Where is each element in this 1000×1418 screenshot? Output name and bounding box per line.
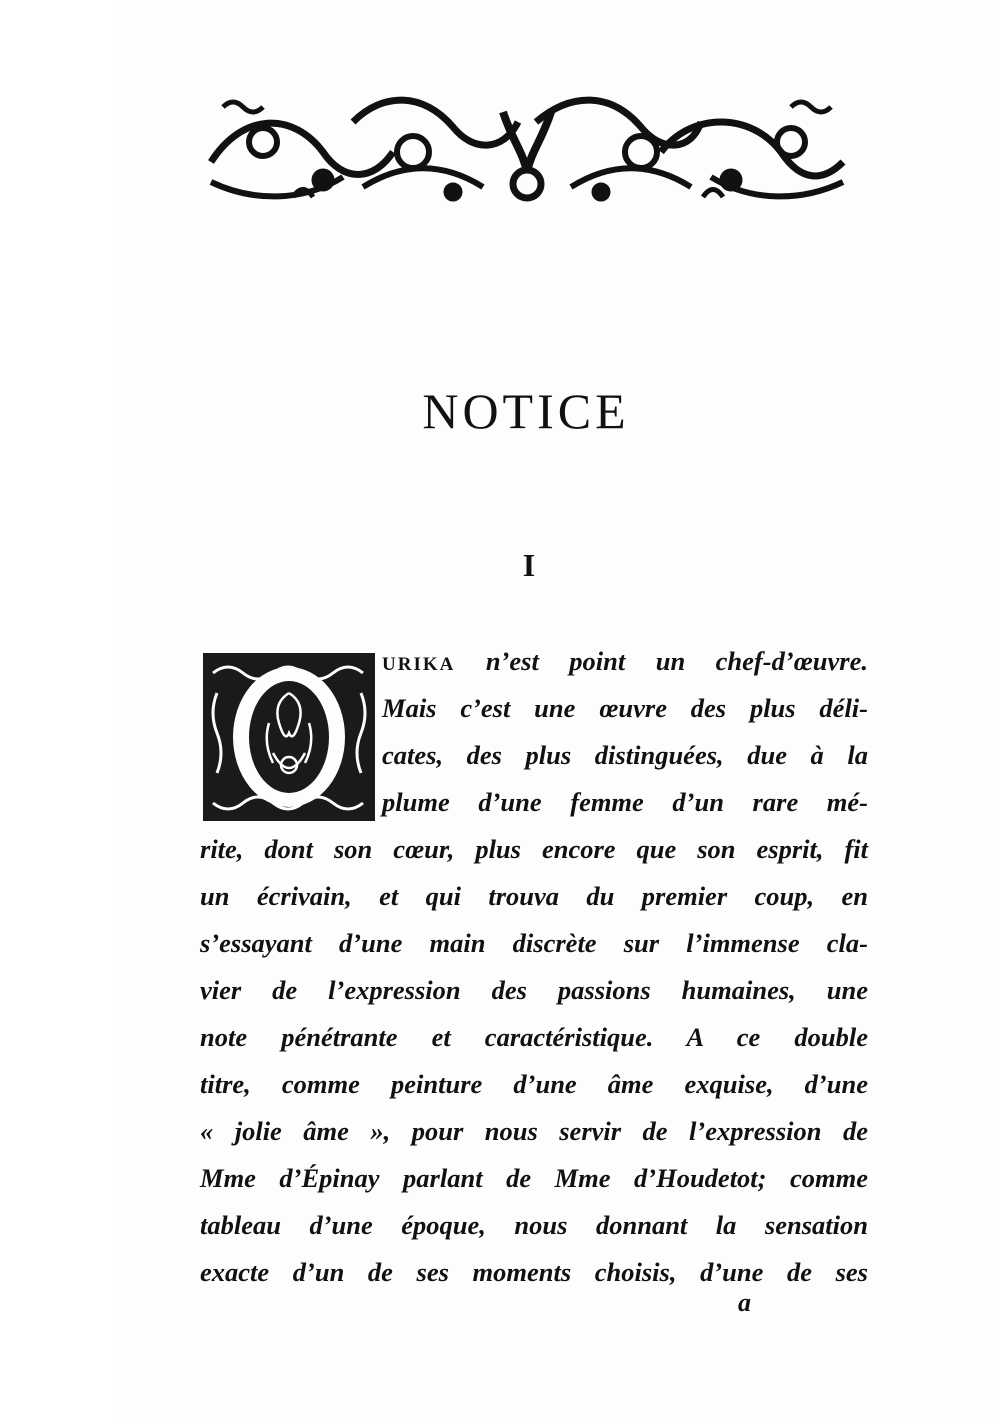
- section-number: I: [522, 547, 536, 583]
- paragraph-line: titre, comme peinture d’une âme exquise, d’une: [200, 1069, 868, 1099]
- paragraph-line: cates, des plus distinguées, due à la: [382, 740, 868, 770]
- paragraph-line: « jolie âme », pour nous servir de l’expression de: [200, 1116, 868, 1146]
- signature-mark: a: [738, 1288, 751, 1317]
- paragraph-line-text: n’est point un chef-d’œuvre.: [455, 646, 868, 676]
- paragraph-line: s’essayant d’une main discrète sur l’immense cla-: [200, 928, 868, 958]
- paragraph-line: exacte d’un de ses moments choisis, d’une de ses: [200, 1257, 868, 1287]
- paragraph-line: plume d’une femme d’un rare mé-: [382, 787, 868, 817]
- drop-cap-letter: O: [288, 765, 290, 766]
- paragraph-line: [382, 646, 868, 692]
- paragraph-line: Mme d’Épinay parlant de Mme d’Houdetot; comme: [200, 1163, 868, 1193]
- paragraph-line: un écrivain, et qui trouva du premier coup, en: [200, 881, 868, 911]
- paragraph-line: rite, dont son cœur, plus encore que son esprit, fit: [200, 834, 868, 864]
- page-title: NOTICE: [422, 383, 630, 439]
- decorated-initial-ornament: [203, 653, 375, 821]
- paragraph-line: note pénétrante et caractéristique. A ce double: [200, 1022, 868, 1052]
- paragraph-line: tableau d’une époque, nous donnant la sensation: [200, 1210, 868, 1240]
- paragraph-line: Mais c’est une œuvre des plus déli-: [382, 693, 868, 723]
- floral-headpiece-ornament: [203, 92, 851, 208]
- page-margin: [0, 0, 118, 1418]
- opening-smallcaps-word: URIKA: [382, 654, 456, 675]
- paragraph-line: vier de l’expression des passions humaines, une: [200, 975, 868, 1005]
